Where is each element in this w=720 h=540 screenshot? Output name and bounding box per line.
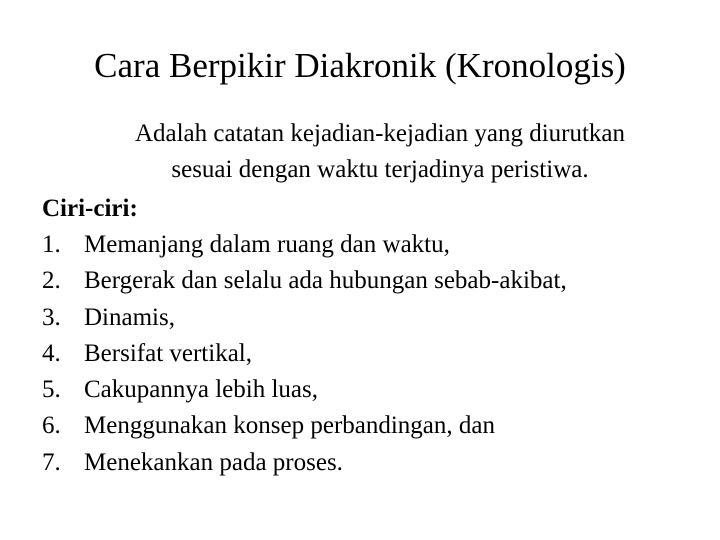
criteria-number: 7. (42, 448, 61, 476)
criteria-number: 2. (42, 267, 61, 295)
criteria-number: 1. (42, 231, 61, 258)
criteria-text: Bersifat vertikal, (84, 339, 252, 367)
criteria-list (42, 227, 567, 481)
criteria-number: 5. (42, 376, 61, 404)
criteria-item (42, 263, 567, 299)
criteria-item (42, 445, 567, 481)
criteria-item (42, 300, 567, 336)
slide-title: Cara Berpikir Diakronik (Kronologis) (94, 46, 626, 85)
criteria-text: Cakupannya lebih luas, (84, 376, 318, 404)
definition-text (40, 116, 720, 188)
criteria-item (42, 408, 567, 444)
criteria-text: Memanjang dalam ruang dan waktu, (84, 231, 450, 258)
criteria-item (42, 336, 567, 372)
criteria-text: Bergerak dan selalu ada hubungan sebab-akibat, (84, 267, 567, 295)
criteria-heading: Ciri-ciri: (42, 195, 138, 222)
criteria-number: 4. (42, 339, 61, 367)
criteria-text: Menekankan pada proses. (84, 448, 343, 476)
criteria-item (42, 227, 567, 263)
definition-line: Adalah catatan kejadian-kejadian yang diurutkan (134, 120, 626, 147)
criteria-text: Menggunakan konsep perbandingan, dan (84, 412, 495, 440)
criteria-number: 6. (42, 412, 61, 440)
criteria-text: Dinamis, (84, 303, 175, 331)
definition-line: sesuai dengan waktu terjadinya peristiwa. (171, 156, 589, 183)
criteria-item (42, 372, 567, 408)
criteria-number: 3. (42, 303, 61, 331)
